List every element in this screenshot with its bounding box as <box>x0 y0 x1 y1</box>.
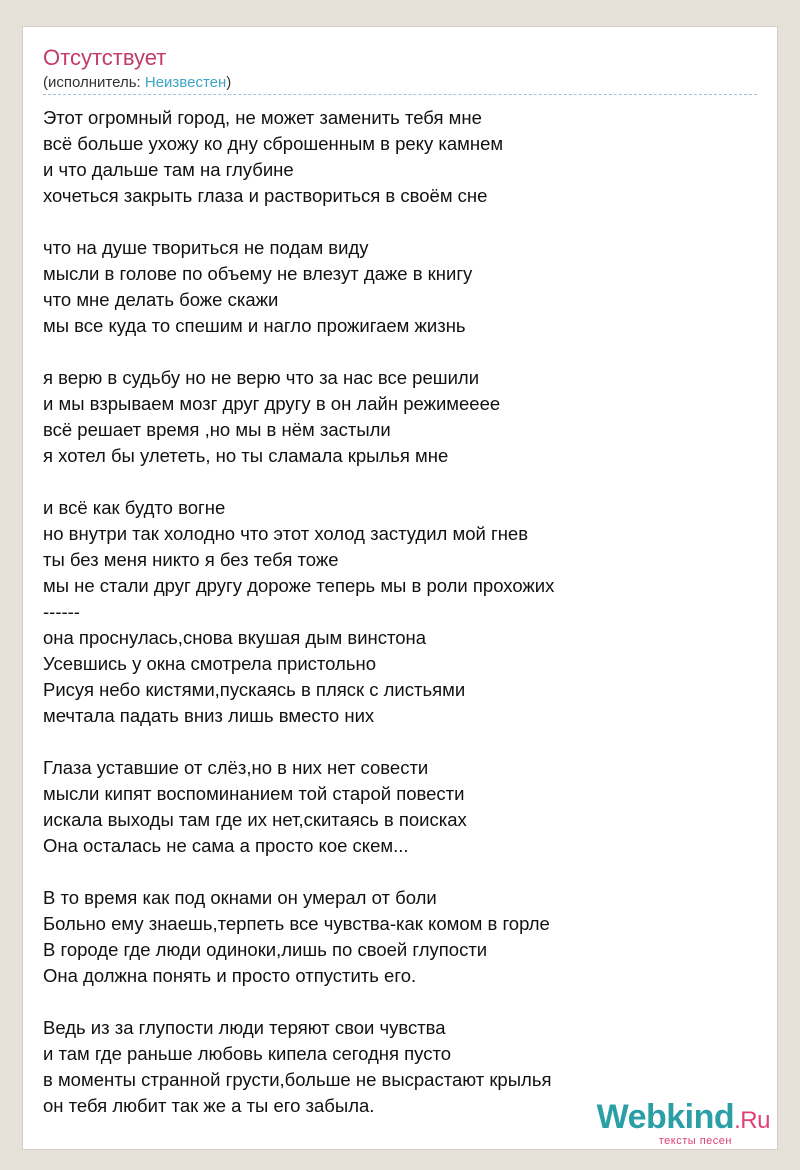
logo-tld: .Ru <box>734 1107 770 1134</box>
lyrics-blank-line <box>43 729 554 755</box>
lyrics-line: в моменты странной грусти,больше не высрастают крылья <box>43 1069 552 1090</box>
lyrics-line: мечтала падать вниз лишь вместо них <box>43 705 375 726</box>
lyrics-blank-line <box>43 469 554 495</box>
lyrics-line: но внутри так холодно что этот холод застудил мой гнев <box>43 523 529 544</box>
lyrics-line: всё больше ухожу ко дну сброшенным в реку камнем <box>43 133 504 154</box>
lyrics-line: В то время как под окнами он умерал от боли <box>43 887 437 908</box>
lyrics-blank-line <box>43 339 554 365</box>
lyrics-line: и что дальше там на глубине <box>43 159 294 180</box>
logo-wordmark <box>597 1099 770 1139</box>
lyrics-line: и всё как будто вогне <box>43 497 226 518</box>
lyrics-line: Усевшись у окна смотрела пристольно <box>43 653 376 674</box>
lyrics-line: Глаза уставшие от слёз,но в них нет совести <box>43 757 429 778</box>
lyrics-line: мы не стали друг другу дороже теперь мы в роли прохожих <box>43 575 555 596</box>
lyrics-line: Она осталась не сама а просто кое скем... <box>43 835 409 856</box>
lyrics-line: Больно ему знаешь,терпеть все чувства-как комом в горле <box>43 913 550 934</box>
lyrics-line: он тебя любит так же а ты его забыла. <box>43 1095 375 1116</box>
artist-suffix: ) <box>226 74 232 91</box>
lyrics-line: что на душе твориться не подам виду <box>43 237 369 258</box>
song-title: Отсутствует <box>43 45 167 70</box>
lyrics-line: ты без меня никто я без тебя тоже <box>43 549 339 570</box>
webkind-logo[interactable] <box>597 1099 770 1147</box>
lyrics-line: Ведь из за глупости люди теряют свои чувства <box>43 1017 446 1038</box>
lyrics-line: всё решает время ,но мы в нём застыли <box>43 419 391 440</box>
lyrics-line: мы все куда то спешим и нагло прожигаем жизнь <box>43 315 466 336</box>
lyrics-line: В городе где люди одиноки,лишь по своей глупости <box>43 939 488 960</box>
lyrics-blank-line <box>43 859 554 885</box>
lyrics-line: ------ <box>43 601 80 622</box>
lyrics-line: искала выходы там где их нет,скитаясь в поисках <box>43 809 467 830</box>
lyrics-line: Этот огромный город, не может заменить тебя мне <box>43 107 482 128</box>
lyrics-page <box>22 26 778 1150</box>
lyrics-line: хочеться закрыть глаза и раствориться в своём сне <box>43 185 488 206</box>
title-divider <box>43 94 757 95</box>
lyrics-line: и там где раньше любовь кипела сегодня пусто <box>43 1043 452 1064</box>
lyrics-line: и мы взрываем мозг друг другу в он лайн режимееее <box>43 393 501 414</box>
logo-tagline: тексты песен <box>658 1135 732 1147</box>
lyrics-line: Она должна понять и просто отпустить его. <box>43 965 417 986</box>
lyrics-line: я верю в судьбу но не верю что за нас все решили <box>43 367 480 388</box>
lyrics-line: она проснулась,снова вкушая дым винстона <box>43 627 427 648</box>
lyrics-blank-line <box>43 989 554 1015</box>
artist-link[interactable]: Неизвестен <box>144 74 227 91</box>
lyrics-line: что мне делать боже скажи <box>43 289 279 310</box>
lyrics-text <box>43 105 554 1119</box>
lyrics-line: я хотел бы улететь, но ты сламала крылья мне <box>43 445 449 466</box>
artist-prefix: (исполнитель: <box>43 74 145 91</box>
lyrics-line: Рисуя небо кистями,пускаясь в пляск с листьями <box>43 679 466 700</box>
lyrics-line: мысли в голове по объему не влезут даже в книгу <box>43 263 473 284</box>
lyrics-line: мысли кипят воспоминанием той старой повести <box>43 783 465 804</box>
logo-main-text: Webkind <box>596 1098 735 1136</box>
artist-line <box>43 73 231 93</box>
lyrics-blank-line <box>43 209 554 235</box>
